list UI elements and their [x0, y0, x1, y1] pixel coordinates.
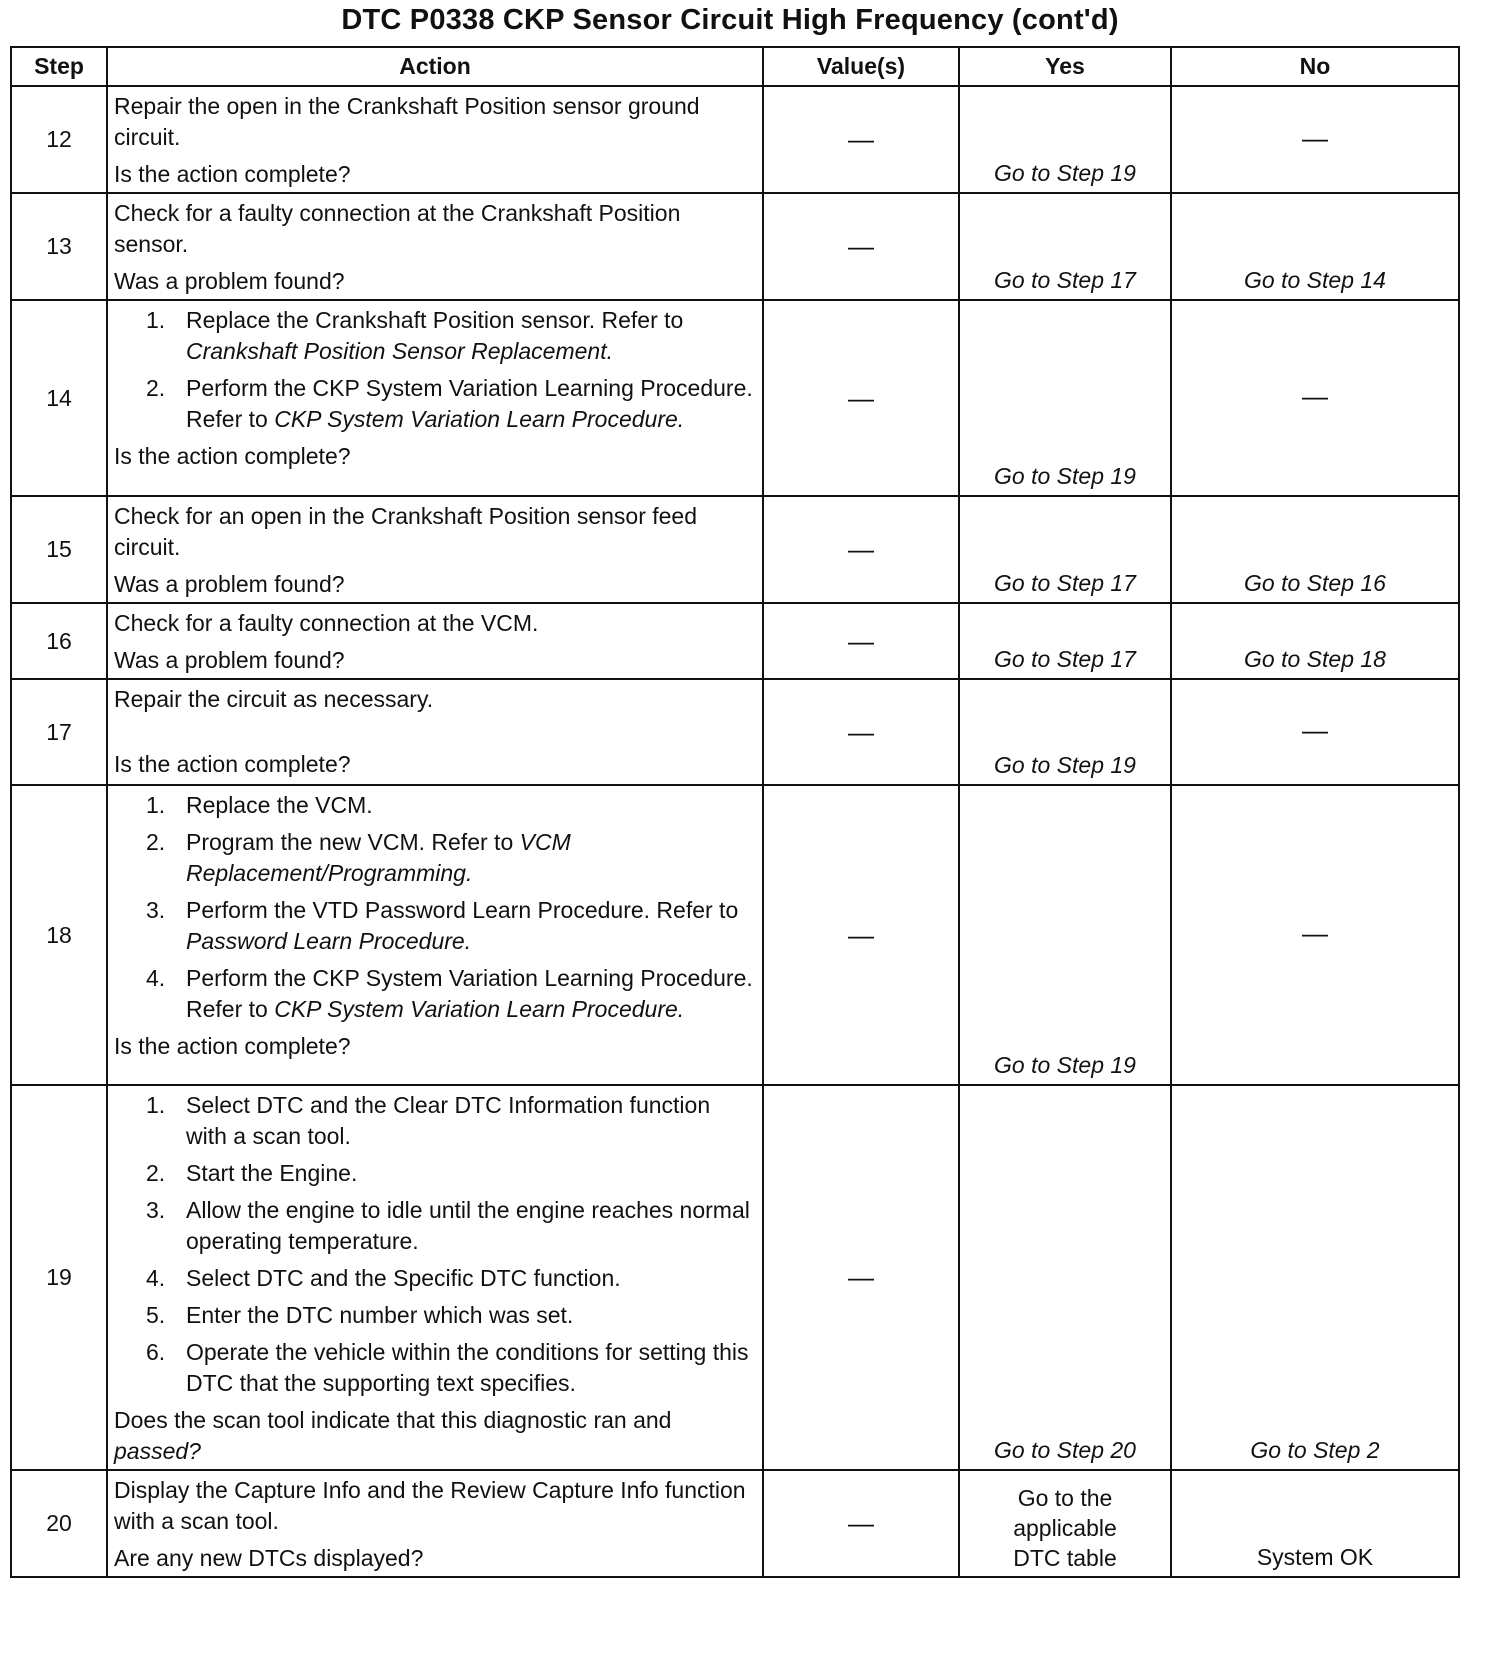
list-item: 5. Enter the DTC number which was set. — [146, 1302, 574, 1328]
action-cell — [107, 496, 763, 603]
value-cell: — — [763, 785, 959, 1085]
no-cell: System OK — [1171, 1470, 1459, 1577]
table-row — [11, 496, 1459, 603]
table-row — [11, 86, 1459, 193]
action-text: Repair the open in the Crankshaft Position sensor ground circuit. — [114, 93, 700, 150]
yes-line: Go to the — [1017, 1485, 1113, 1511]
no-cell: Go to Step 18 — [1171, 603, 1459, 679]
value-cell: — — [763, 1470, 959, 1577]
step-number: 13 — [11, 193, 107, 300]
action-question: Are any new DTCs displayed? — [114, 1545, 424, 1571]
list-item: 2. Program the new VCM. Refer to VCM Replacement/Programming. — [146, 829, 571, 886]
list-item: 1. Replace the Crankshaft Position sensor. Refer to Crankshaft Position Sensor Replacement. — [146, 307, 684, 364]
action-text: Repair the circuit as necessary. — [114, 686, 434, 712]
action-cell — [107, 193, 763, 300]
step-number: 15 — [11, 496, 107, 603]
yes-cell: Go to Step 20 — [959, 1085, 1171, 1470]
spacer — [114, 715, 754, 749]
step-number: 20 — [11, 1470, 107, 1577]
list-item: 3. Allow the engine to idle until the engine reaches normal operating temperature. — [146, 1197, 750, 1254]
action-cell — [107, 86, 763, 193]
value-cell: — — [763, 603, 959, 679]
yes-cell — [959, 1470, 1171, 1577]
numbered-list — [114, 305, 754, 435]
table-row — [11, 1470, 1459, 1577]
action-question: Is the action complete? — [114, 1033, 351, 1059]
value-cell: — — [763, 1085, 959, 1470]
table-row — [11, 785, 1459, 1085]
header-step: Step — [11, 47, 107, 86]
action-text: Display the Capture Info and the Review Capture Info function with a scan tool. — [114, 1477, 746, 1534]
step-number: 12 — [11, 86, 107, 193]
no-cell: — — [1171, 679, 1459, 785]
table-header-row — [11, 47, 1459, 86]
action-question: Is the action complete? — [114, 161, 351, 187]
action-question: Was a problem found? — [114, 268, 345, 294]
yes-cell: Go to Step 19 — [959, 300, 1171, 496]
header-values: Value(s) — [763, 47, 959, 86]
value-cell: — — [763, 679, 959, 785]
step-number: 19 — [11, 1085, 107, 1470]
no-cell: — — [1171, 86, 1459, 193]
numbered-list — [114, 1090, 754, 1399]
list-item: 4. Perform the CKP System Variation Learning Procedure. Refer to CKP System Variation Learn Procedure. — [146, 965, 753, 1022]
action-question: Is the action complete? — [114, 443, 351, 469]
action-cell — [107, 785, 763, 1085]
header-action: Action — [107, 47, 763, 86]
action-question: Does the scan tool indicate that this diagnostic ran and passed? — [114, 1407, 672, 1464]
no-cell: Go to Step 16 — [1171, 496, 1459, 603]
step-number: 18 — [11, 785, 107, 1085]
action-question: Was a problem found? — [114, 647, 345, 673]
list-item: 1. Replace the VCM. — [146, 792, 373, 818]
action-question: Was a problem found? — [114, 571, 345, 597]
yes-cell: Go to Step 17 — [959, 193, 1171, 300]
page-title: DTC P0338 CKP Sensor Circuit High Frequency (cont'd) — [341, 4, 1119, 36]
action-cell — [107, 300, 763, 496]
action-text: Check for a faulty connection at the Crankshaft Position sensor. — [114, 200, 681, 257]
diagnostic-table — [10, 46, 1460, 1578]
yes-line: applicable — [1013, 1515, 1117, 1541]
list-item: 6. Operate the vehicle within the conditions for setting this DTC that the supporting text specifies. — [146, 1339, 749, 1396]
header-no: No — [1171, 47, 1459, 86]
action-text: Check for a faulty connection at the VCM. — [114, 610, 539, 636]
action-cell — [107, 1470, 763, 1577]
table-row — [11, 603, 1459, 679]
list-item: 3. Perform the VTD Password Learn Procedure. Refer to Password Learn Procedure. — [146, 897, 739, 954]
action-cell — [107, 603, 763, 679]
list-item: 1. Select DTC and the Clear DTC Information function with a scan tool. — [146, 1092, 711, 1149]
yes-line: DTC table — [1013, 1545, 1117, 1571]
yes-cell: Go to Step 17 — [959, 496, 1171, 603]
no-cell: Go to Step 2 — [1171, 1085, 1459, 1470]
action-text: Check for an open in the Crankshaft Position sensor feed circuit. — [114, 503, 698, 560]
step-number: 14 — [11, 300, 107, 496]
numbered-list — [114, 790, 754, 1025]
action-cell — [107, 679, 763, 785]
value-cell: — — [763, 496, 959, 603]
action-cell — [107, 1085, 763, 1470]
value-cell: — — [763, 193, 959, 300]
list-item: 4. Select DTC and the Specific DTC function. — [146, 1265, 621, 1291]
yes-cell: Go to Step 17 — [959, 603, 1171, 679]
yes-cell: Go to Step 19 — [959, 785, 1171, 1085]
yes-cell: Go to Step 19 — [959, 679, 1171, 785]
list-item: 2. Perform the CKP System Variation Learning Procedure. Refer to CKP System Variation Learn Procedure. — [146, 375, 753, 432]
table-row — [11, 679, 1459, 785]
no-cell: Go to Step 14 — [1171, 193, 1459, 300]
value-cell: — — [763, 86, 959, 193]
list-item: 2. Start the Engine. — [146, 1160, 358, 1186]
header-yes: Yes — [959, 47, 1171, 86]
action-question: Is the action complete? — [114, 751, 351, 777]
step-number: 16 — [11, 603, 107, 679]
table-row — [11, 193, 1459, 300]
yes-cell: Go to Step 19 — [959, 86, 1171, 193]
step-number: 17 — [11, 679, 107, 785]
value-cell: — — [763, 300, 959, 496]
table-row — [11, 300, 1459, 496]
table-row — [11, 1085, 1459, 1470]
no-cell: — — [1171, 785, 1459, 1085]
no-cell: — — [1171, 300, 1459, 496]
